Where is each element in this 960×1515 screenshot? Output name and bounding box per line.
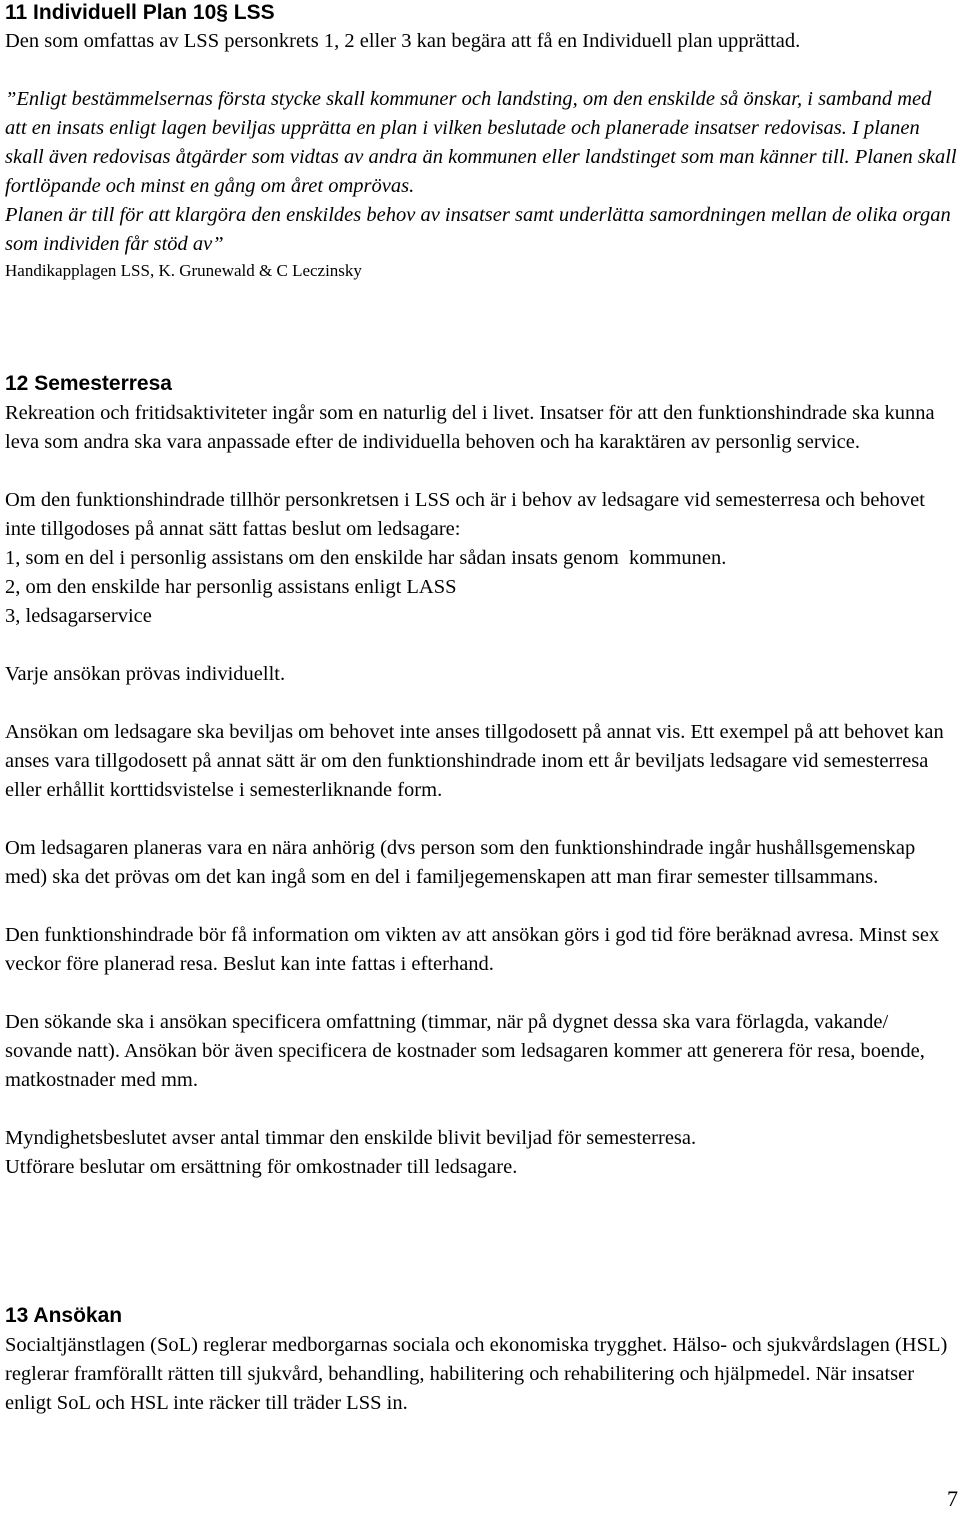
body-paragraph: Varje ansökan prövas individuellt. [5,663,286,685]
quote-source: Handikapplagen LSS, K. Grunewald & C Leczinsky [5,261,362,280]
section-ansokan [5,1303,957,1418]
body-paragraph: Om den funktionshindrade tillhör personkretsen i LSS och är i behov av ledsagare vid semesterresa och behovet inte tillgodoses på annat sätt fattas beslut om ledsagare: 1, som en del i personlig assistans om den enskilde har sådan insats genom kommunen. 2, om den enskilde har personlig assistans enligt LASS 3, ledsagarservice [5,489,925,627]
body-paragraph: Myndighetsbeslutet avser antal timmar den enskilde blivit beviljad för semesterresa. Utförare beslutar om ersättning för omkostnader till ledsagare. [5,1127,697,1178]
body-paragraph: Socialtjänstlagen (SoL) reglerar medborgarnas sociala och ekonomiska trygghet. Hälso- och sjukvårdslagen (HSL) reglerar framförallt rätten till sjukvård, behandling, habilitering och rehabilitering och hjälpmedel. När insatser enligt SoL och HSL inte räcker till träder LSS in. [5,1334,953,1414]
body-paragraph: Den funktionshindrade bör få information om vikten av att ansökan görs i god tid före beräknad avresa. Minst sex veckor före planerad resa. Beslut kan inte fattas i efterhand. [5,924,945,975]
section-semesterresa [5,371,957,1182]
body-paragraph: Ansökan om ledsagare ska beviljas om behovet inte anses tillgodosett på annat vis. Ett exempel på att behovet kan anses vara tillgodosett på annat sätt är om den funktionshindrade inom ett år beviljats ledsagare vid semesterresa eller erhållit korttidsvistelse i semesterliknande form. [5,721,949,801]
section-individuell-plan [5,0,957,283]
quote-paragraph: Planen är till för att klargöra den enskildes behov av insatser samt underlätta samordningen mellan de olika organ som individen får stöd av” [5,204,951,255]
body-paragraph: Om ledsagaren planeras vara en nära anhörig (dvs person som den funktionshindrade ingår hushållsgemenskap med) ska det prövas om det kan ingå som en del i familjegemenskapen att man firar semester tillsammans. [5,837,921,888]
body-paragraph: Rekreation och fritidsaktiviteter ingår som en naturlig del i livet. Insatser för att den funktionshindrade ska kunna leva som andra ska vara anpassade efter de individuella behoven och ha karaktären av personlig service. [5,402,940,453]
quote-paragraph: ”Enligt bestämmelsernas första stycke skall kommuner och landsting, om den enskilde så önskar, i samband med att en insats enligt lagen beviljas upprätta en plan i vilken beslutade och planerade insatser redovisas. I planen skall även redovisas åtgärder som vidtas av andra än kommunen eller landstinget som man känner till. Planen skall fortlöpande och minst en gång om året omprövas. [5,88,957,197]
page-number: 7 [947,1486,958,1511]
section-heading: 11 Individuell Plan 10§ LSS [5,1,275,24]
body-paragraph: Den sökande ska i ansökan specificera omfattning (timmar, när på dygnet dessa ska vara förlagda, vakande/ sovande natt). Ansökan bör även specificera de kostnader som ledsagaren kommer att generera för resa, boende, matkostnader med mm. [5,1011,930,1091]
intro-paragraph: Den som omfattas av LSS personkrets 1, 2 eller 3 kan begära att få en Individuell plan upprättad. [5,30,801,52]
section-heading: 12 Semesterresa [5,372,172,395]
section-heading: 13 Ansökan [5,1304,123,1327]
